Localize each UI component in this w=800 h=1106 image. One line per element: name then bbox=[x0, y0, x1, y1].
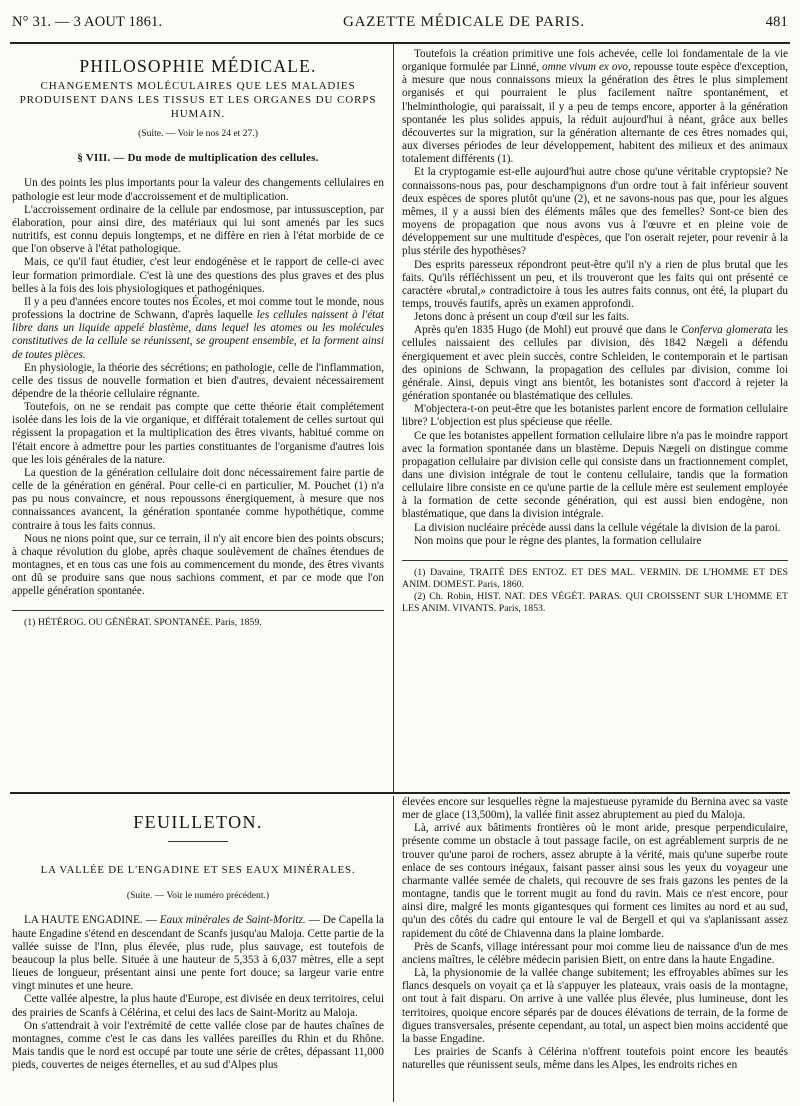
article-subheading: CHANGEMENTS MOLÉCULAIRES QUE LES MALADIES PRODUISENT DANS LES TISSUS ET LES ORGANES DU CORPS HUMAIN. bbox=[19, 80, 377, 121]
feuilleton-left bbox=[12, 796, 384, 1102]
species-name: Conferva glomerata bbox=[681, 324, 773, 337]
section-heading: § VIII. — Du mode de multiplication des cellules. bbox=[77, 152, 319, 165]
footnote: (2) Ch. Robin, HIST. NAT. DES VÉGÉT. PARAS. QUI CROISSENT SUR L'HOMME ET LES ANIM. VIVANTS. Paris, 1853. bbox=[402, 590, 788, 614]
feuilleton-title: LA VALLÉE DE L'ENGADINE ET SES EAUX MINÉRALES. bbox=[40, 864, 356, 877]
italic-quote: les cellules naissent à l'état libre dans un liquide appelé blastème, dans lequel les atomes ou les molécules constitutives de la cellule se réunissent, se groupent ensemble, et la forment ainsi de toutes pièces. bbox=[12, 309, 384, 361]
feuilleton-continuation-note: (Suite. — Voir le numéro précédent.) bbox=[126, 890, 270, 902]
footnote: (1) Davaine, TRAITÉ DES ENTOZ. ET DES MAL. VERMIN. DE L'HOMME ET DES ANIM. DOMEST. Paris, 1860. bbox=[402, 566, 788, 590]
footnote-rule bbox=[402, 560, 788, 561]
paragraph: Là, arrivé aux bâtiments frontières où le mont aride, presque perpendiculaire, présente comme un obstacle à tout passage facile, on est agréablement surpris de ne trouver qu'une paroi de rochers, assez abrupte à la vérité, mais qu'une superbe route enlace de ses contours inégaux, faisant passer ainsi sous les yeux du voyageur une charmante vallée semée de chalets, qui recouvre de ses frais gazons les pentes de la montagne, tandis que le torrent mugit au fond du ravin. Mais ce n'est encore, pour ainsi dire, malgré les monts gigantesques qui forment ces limites au nord et au sud, qu'un des côtés du cadre qui entoure le val de Bergell et qui va s'aplanissant assez rapidement du côté de Chiavenna dans la plaine lombarde. bbox=[402, 822, 788, 940]
paragraph: La question de la génération cellulaire doit donc nécessairement faire partie de celle de la génération en général. Pour celle-ci en particulier, M. Pouchet (1) n'a pas pu nous convaincre, et nous repoussons énergiquement, à mesure que nos connaissances avancent, la génération spontanée comme hypothétique, comme contraire à tous les faits connus. bbox=[12, 466, 384, 532]
paragraph bbox=[402, 48, 788, 166]
paragraph: En physiologie, la théorie des sécrétions; en pathologie, celle de l'inflammation, celle des tissus de nouvelle formation et bien d'autres, devaient nécessairement dépendre de la théorie cellulaire régnante. bbox=[12, 361, 384, 400]
paragraph: Mais, ce qu'il faut étudier, c'est leur endogénèse et le rapport de celle-ci avec leur formation primordiale. C'est là une des questions des plus graves et des plus belles à la fois des lois physiologiques et pathogéniques. bbox=[12, 256, 384, 295]
paragraph bbox=[12, 296, 384, 362]
paragraph-text: Toutefois la création primitive une fois achevée, celle loi fondamentale de la vie organique formulée par Linné, bbox=[402, 48, 788, 74]
page-number: 481 bbox=[765, 14, 788, 30]
paragraph-text: les cellules naissaient des cellules par division, dès 1842 Nægeli a défendu énergiquement et avec plein succès, contre Schleiden, le contemporain et le partisan des opinions de Schwann, la propagation des cellules par division, comme loi générale. Ainsi, depuis vingt ans bientôt, les botanistes sont d'accord à rejeter la génération spontanée ou blastématique des cellules. bbox=[402, 324, 788, 403]
paragraph: M'objectera-t-on peut-être que les botanistes parlent encore de formation cellulaire libre? L'objection est plus spécieuse que réelle. bbox=[402, 403, 788, 429]
issue-date: N° 31. — 3 AOUT 1861. bbox=[12, 14, 163, 30]
paragraph-text: , repousse toute espèce d'exception, à mesure que nous connaissons mieux la génération des êtres le plus simplement organisés et qui pourraient le plus facilement naître spontanément, et l'helminthologie, qui paraissait, il y a peu de temps encore, apporter à la génération spontanée les plus solides appuis, la réduit aujourd'hui à néant, grâce aux belles découvertes sur la migration, sur la génération alternante de ces êtres nomades qui, aux diverses périodes de leur développement, habitent des milieux et des animaux totalement différents (1). bbox=[402, 61, 788, 166]
paragraph-subtitle: Eaux minérales de Saint-Moritz. bbox=[159, 914, 306, 927]
column-divider-top bbox=[393, 44, 394, 794]
article-heading: PHILOSOPHIE MÉDICALE. bbox=[79, 56, 317, 76]
paragraph: Ce que les botanistes appellent formation cellulaire libre n'a pas le moindre rapport avec la formation spontanée dans un blastème. Depuis Nægeli on distingue comme propagation cellulaire par division celle qui consiste dans un fractionnement complet, dans une division intégrale de tout le contenu cellulaire, tandis que la formation cellulaire libre consiste en ce qu'une partie de la cellule mère est seulement employée à la formation de cette seconde génération, qui est aussi bien endogène, non blastématique, que dans la division intégrale. bbox=[402, 429, 788, 521]
paragraph: Près de Scanfs, village intéressant pour moi comme lieu de naissance d'un de mes anciens maîtres, le célèbre médecin parisien Biett, on entre dans la haute Engadine. bbox=[402, 940, 788, 966]
paragraph: Toutefois, on ne se rendait pas compte que cette théorie était complétement isolée dans les lois de la vie organique, et différait totalement de celles surtout qui régissent la propagation et la multiplication des êtres vivants, habitué comme on l'était encore à admettre pour les parties constituantes de l'organisme d'autres lois que les lois générales de la nature. bbox=[12, 401, 384, 466]
paragraph: Les prairies de Scanfs à Célérina n'offrent toutefois point encore les beautés naturelles que réunissent seuls, même dans les Alpes, les endroits riches en bbox=[402, 1045, 788, 1072]
masthead-rule bbox=[10, 42, 790, 44]
paragraph: Un des points les plus importants pour la valeur des changements cellulaires en pathologie est leur mode d'accroissement et de multiplication. bbox=[12, 177, 384, 203]
paragraph: Non moins que pour le règne des plantes, la formation cellulaire bbox=[414, 534, 702, 547]
paragraph bbox=[402, 324, 788, 403]
feuilleton-separator bbox=[10, 792, 790, 794]
paragraph: Et la cryptogamie est-elle aujourd'hui autre chose qu'une véritable cryptopsie? Ne connaissons-nous pas, pour deschampignons d'un ordre tout à fait inférieur souvent deux espèces de spores plutôt qu'une (2), et ne savons-nous pas que, pour les algues mêmes, il y a aussi bien des éléments mâles que des femelles? Sont-ce bien des moyens de propagation que nous avons vus à l'œuvre et en pleine voie de développement sur une multitude d'espèces, que l'on oserait rejeter, pour revenir à la plus stérile des hypothèses? bbox=[402, 166, 788, 258]
paragraph: L'accroissement ordinaire de la cellule par endosmose, par intussusception, par élaboration, pour ainsi dire, des matériaux qui lui sont amenés par les sucs nutritifs, est connu depuis longtemps, et ne diffère en rien à l'état morbide de ce que l'on observe à l'état pathologique. bbox=[12, 203, 384, 256]
article-philosophie-medicale bbox=[12, 56, 384, 788]
feuilleton-title-rule bbox=[168, 841, 228, 842]
paragraph-lead: LA HAUTE ENGADINE. — bbox=[24, 914, 160, 927]
feuilleton-right bbox=[402, 796, 788, 1102]
paragraph: Cette vallée alpestre, la plus haute d'Europe, est divisée en deux territoires, celui des prairies de Scanfs à Célérina, et celui des lacs de Saint-Moritz au Maloja. bbox=[12, 993, 384, 1019]
paragraph: On s'attendrait à voir l'extrémité de cette vallée close par de hautes chaînes de montagnes, comme c'est le cas dans les vallées pareilles du Rhin et du Rhône. Mais tandis que le nord est occupé par toute une série de crêtes, dépassant 11,000 pieds, couvertes de neiges éternelles, et au sud d'Alpes plus bbox=[12, 1019, 384, 1072]
paragraph bbox=[12, 914, 384, 993]
column-divider-bottom bbox=[393, 796, 394, 1102]
article-continuation-note: (Suite. — Voir le nos 24 et 27.) bbox=[138, 128, 258, 140]
paragraph: Là, la physionomie de la vallée change subitement; les effroyables abîmes sur les flancs desquels on voyait ça et là s'appuyer les plateaux, vrais oasis de la montagne, ont tout à fait disparu. On arrive à une vallée plus élevée, plus lumineuse, dont les territoires, quoique encore séparés par de douces élévations de terrain, de la forme de digues transversales, présente cependant, au total, un aspect bien moins accidenté que la basse Engadine. bbox=[402, 967, 788, 1045]
feuilleton-heading: FEUILLETON. bbox=[133, 812, 263, 832]
paragraph: Des esprits paresseux répondront peut-être qu'il n'y a rien de plus brutal que les faits. Qu'ils réfléchissent un peu, et ils trouveront que les faits qui ont présenté ce caractère «brutal,» contradictoire à tous les autres faits connus, ont été, la plupart du temps, trouvés fautifs, après un examen approfondi. bbox=[402, 258, 788, 310]
paragraph: élevées encore sur lesquelles règne la majestueuse pyramide du Bernina avec sa vaste mer de glace (13,500m), la vallée finit assez abruptement au pied du Maloja. bbox=[402, 796, 788, 822]
paragraph-text: Après qu'en 1835 Hugo (de Mohl) eut prouvé que dans le bbox=[414, 324, 682, 337]
journal-title: GAZETTE MÉDICALE DE PARIS. bbox=[343, 14, 585, 30]
masthead bbox=[12, 14, 788, 38]
latin-quote: omne vivum ex ovo bbox=[542, 61, 629, 74]
paragraph: Jetons donc à présent un coup d'œil sur les faits. bbox=[414, 311, 630, 324]
footnote: (1) HÉTÉROG. OU GÉNÉRAT. SPONTANÉE. Paris, 1859. bbox=[24, 617, 262, 629]
paragraph-text: — De Capella la haute Engadine s'étend en descendant de Scanfs jusqu'au Maloja. Cette partie de la vallée suisse de l'Inn, plus élevée, plus rude, plus sauvage, est toutefois de beaucoup la plus belle. Située à une hauteur de 5,353 à 6,037 mètres, elle a sept lieues de longueur, présentant ainsi une pente fort douce; sa largeur varie entre vingt minutes et une heure. bbox=[12, 914, 384, 993]
footnote-rule bbox=[12, 610, 384, 611]
paragraph: La division nucléaire précède aussi dans la cellule végétale la division de la paroi. bbox=[414, 521, 781, 534]
paragraph: Nous ne nions point que, sur ce terrain, il n'y ait encore bien des points obscurs; à chaque révolution du globe, après chaque soulèvement de chaînes étendues de montagnes, et en tous cas une fois au commencement du monde, des êtres vivants ont dû se produire sans que nous sachions comment, et par ce mode que l'on appelle génération spontanée. bbox=[12, 532, 384, 598]
paragraph-text: Il y a peu d'années encore toutes nos Écoles, et moi comme tout le monde, nous professions la doctrine de Schwann, d'après laquelle bbox=[12, 295, 384, 322]
article-continued-right bbox=[402, 48, 788, 788]
